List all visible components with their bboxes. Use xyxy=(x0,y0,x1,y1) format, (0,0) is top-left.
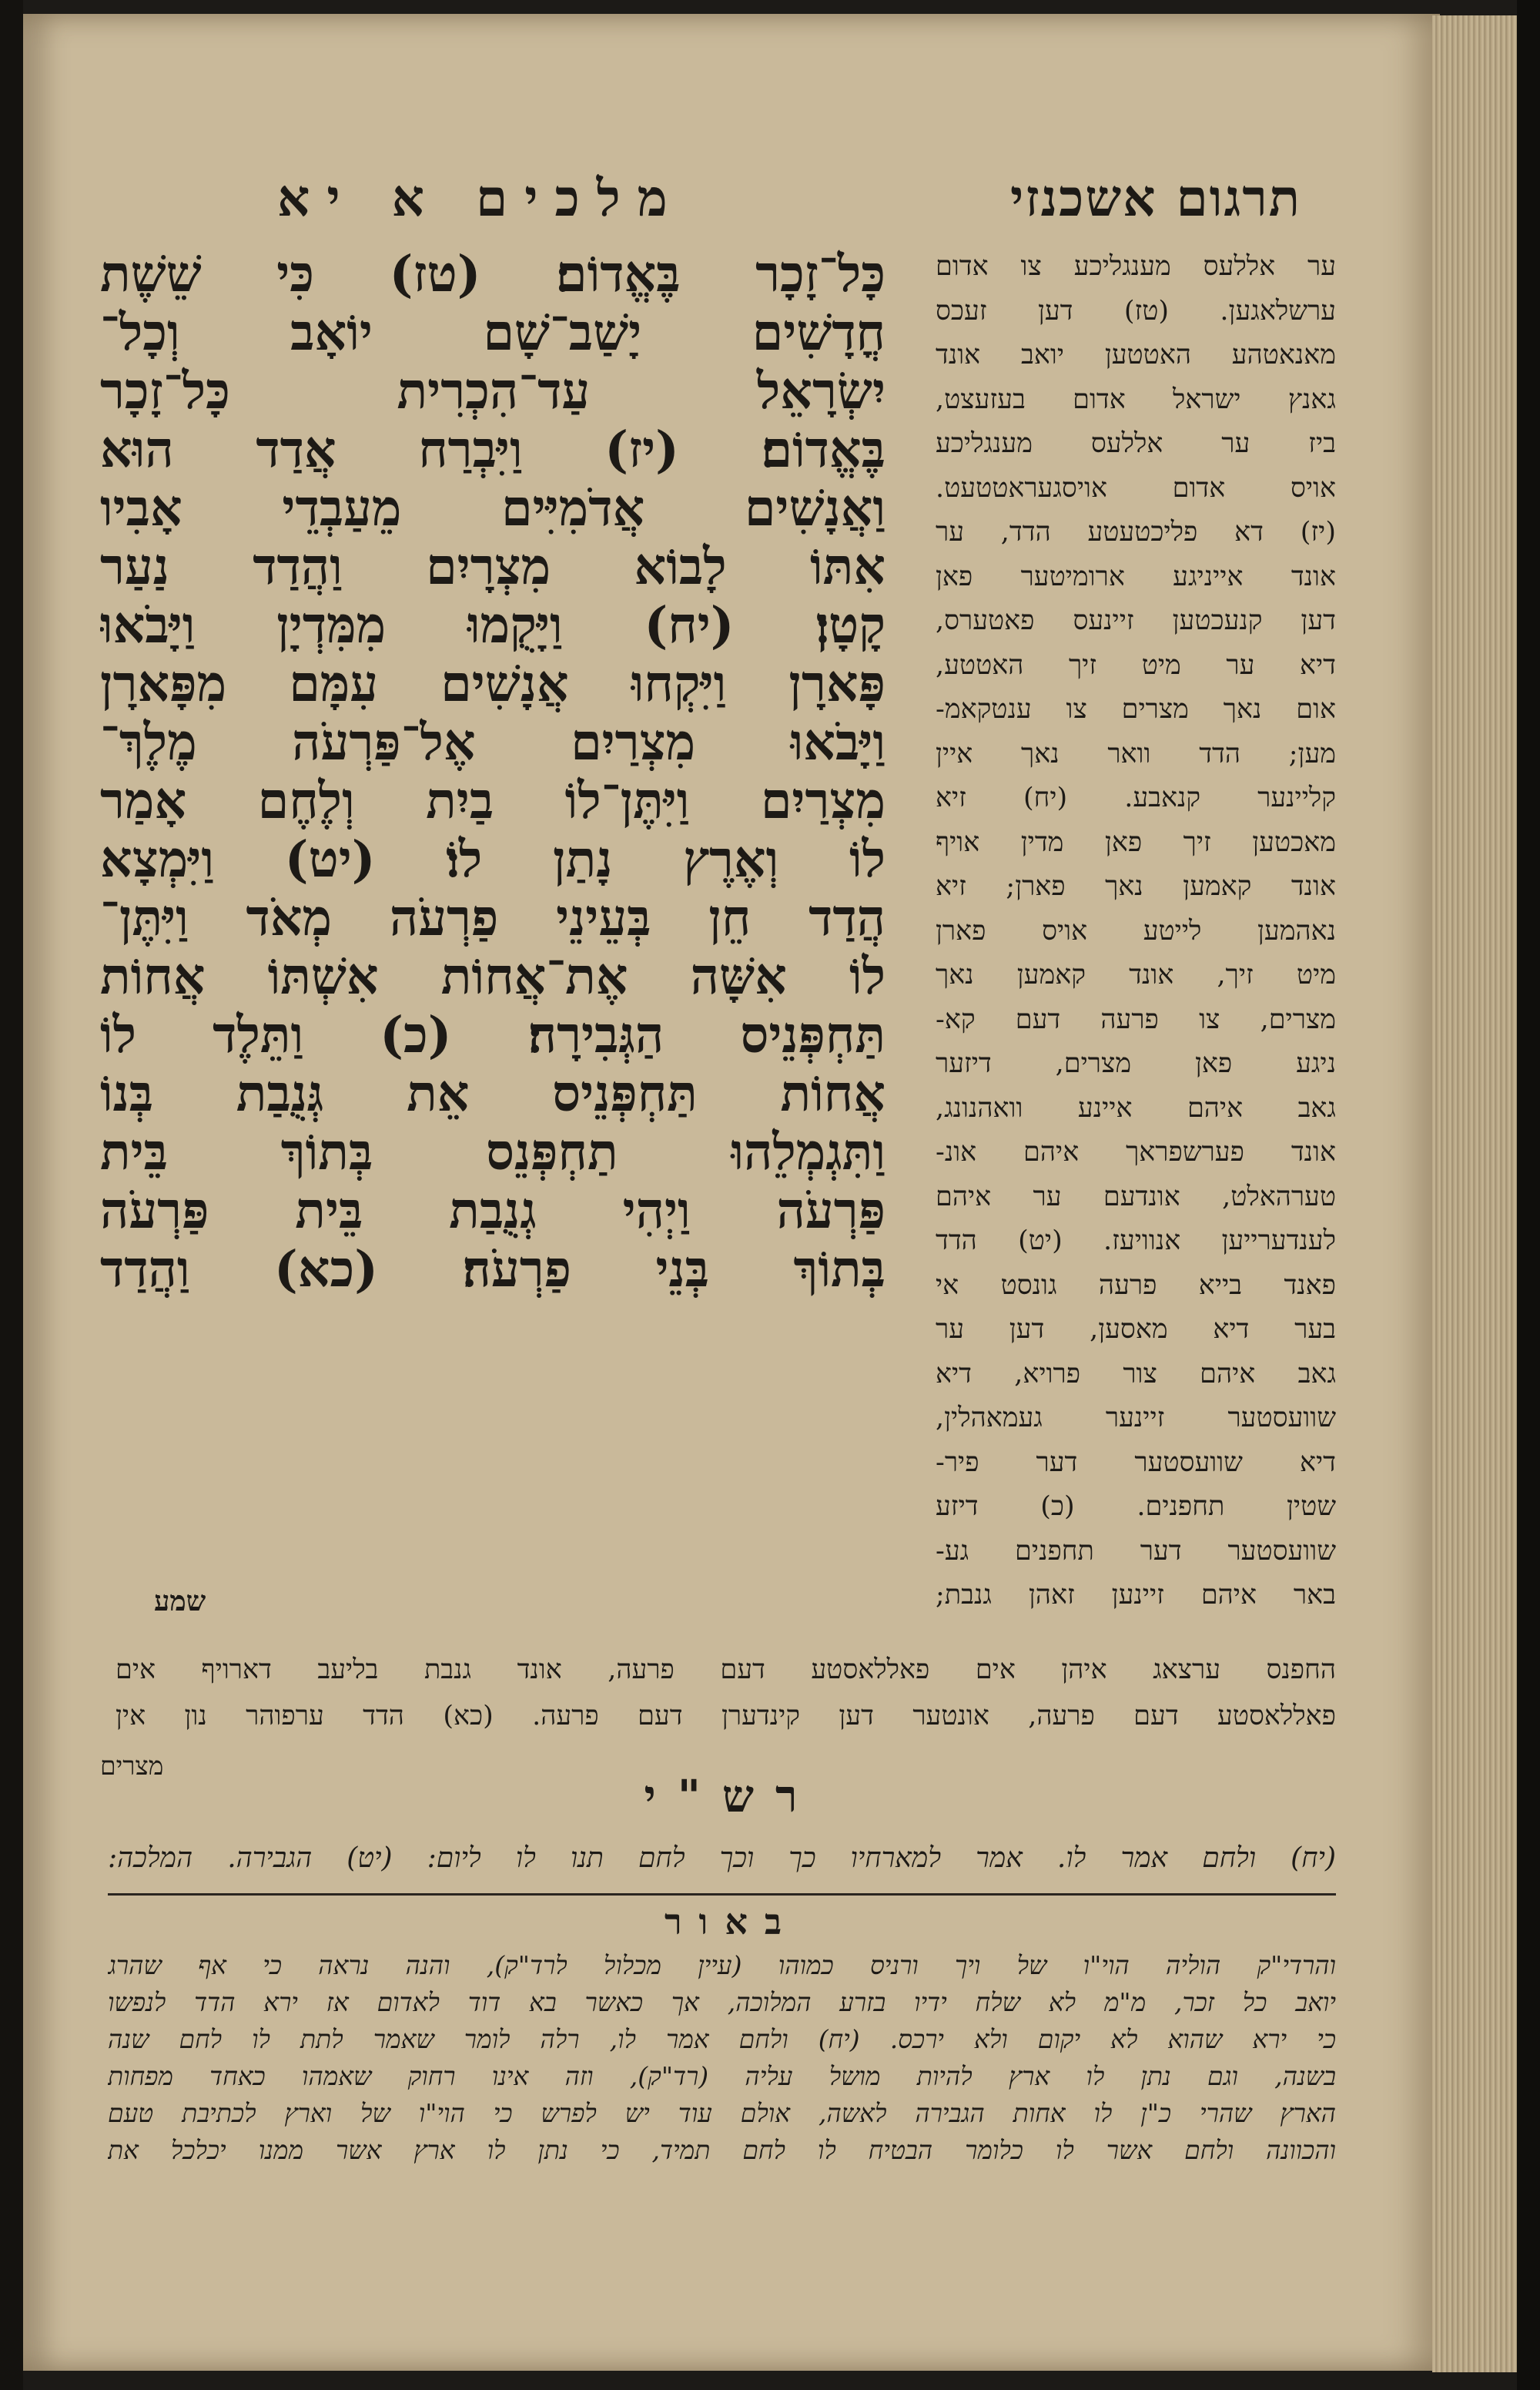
hebrew-line: פָּארָן וַיִּקְחוּ אֲנָשִׁים עִמָּם מִפָּארָן xyxy=(100,655,886,713)
full-width-translation xyxy=(116,1647,1336,1739)
hebrew-line: לוֹ וְאֶרֶץ נָתַן לוֹ׃ (יט) וַיִּמְצָא xyxy=(100,830,886,889)
translation-line: החפנס ערצאג איהן אים פאללאסטע דעם פרעה, אונד גנבת בליעב דארויף אים xyxy=(116,1654,1336,1685)
hebrew-line: תַּחְפְּנֵיס הַגְּבִירָה׃ (כ) וַתֵּלֶד לוֹ xyxy=(100,1006,886,1064)
translation-line: פאללאסטע דעם פרעה, אונטער דען קינדערן דעם פרעה. (כא) הדד ערפוהר נון אין xyxy=(116,1701,1336,1731)
header-book-chapter: מלכים א יא xyxy=(277,168,685,228)
catchword-bottom: מצרים xyxy=(100,1751,164,1781)
translation-line: אויס אדום אויסגעראטטעט. xyxy=(936,472,1336,504)
page-edges xyxy=(1432,15,1517,2372)
biur-line: והרדי"ק הוליה הוי"ו של ויך ורניס כמוהו (עיין מכלול לרד"ק), והנה נראה כי אף שהרג xyxy=(108,1950,1336,1980)
hebrew-line: פַּרְעֹה וַיְהִי גְנֻבַת בֵּית פַּרְעֹה xyxy=(100,1182,886,1240)
hebrew-line: קָטָן׃ (יח) וַיָּקֻמוּ מִמִּדְיָן וַיָּבֹאוּ xyxy=(100,596,886,655)
translation-line: (יז) דא פליכטעטע הדד, ער xyxy=(936,517,1336,548)
translation-line: מען; הדד וואר נאך איין xyxy=(936,738,1336,769)
book-spine-left xyxy=(0,0,23,2390)
biur-line: בשנה, וגם נתן לו ארץ להיות מושל עליה (רד"ק), וזה אינו רחוק שאמהו כאחד מפחות xyxy=(108,2061,1336,2091)
translation-line: ער אללעס מענגליכע צו אדום xyxy=(936,251,1336,282)
translation-line: בער דיא מאסען, דען ער xyxy=(936,1314,1336,1345)
translation-line: מאנאטהע האטטען יואב אונד xyxy=(936,340,1336,370)
catchword-top: שמע xyxy=(154,1585,206,1617)
translation-line: מאכטען זיך פאן מדין אויף xyxy=(936,826,1336,858)
translation-line: פאנד בייא פרעה גונסט אי xyxy=(936,1269,1336,1301)
translation-line: נאהמען לייטע אויס פארן xyxy=(936,915,1336,947)
hebrew-line: וַאֲנָשִׁים אֲדֹמִיִּים מֵעַבְדֵי אָבִיו xyxy=(100,479,886,538)
translation-line: דיא ער מיט זיך האטטע, xyxy=(936,649,1336,681)
hebrew-line: חֳדָשִׁים יָשַׁב־שָׁם יוֹאָב וְכָל־ xyxy=(100,303,886,362)
translation-line: ניגע פאן מצרים, דיזער xyxy=(936,1048,1336,1079)
translation-line: מצרים, צו פרעה דעם קא- xyxy=(936,1004,1336,1035)
book-page xyxy=(23,14,1440,2371)
divider-rule xyxy=(108,1893,1336,1896)
translation-line: שוועסטער זיינער געמאהלין, xyxy=(936,1403,1336,1433)
biur-commentary xyxy=(108,1947,1336,2169)
hebrew-line: וַתִּגְמְלֵהוּ תַחְפְּנֵס בְּתוֹךְ בֵּית xyxy=(100,1123,886,1182)
hebrew-text-column xyxy=(100,245,886,1299)
translation-line: גאב איהם איינע וואהנונג, xyxy=(936,1092,1336,1124)
biur-line: כי ירא שהוא לא יקום ולא ירכס. (יח) ולחם אמר לו, רלה לומר שאמר לתת לו לחם שנה xyxy=(108,2024,1336,2054)
translation-line: טערהאלט, אונדעם ער איהם xyxy=(936,1181,1336,1212)
translation-line: דען קנעכטען זיינעס פאטערס, xyxy=(936,605,1336,636)
translation-line: גאנץ ישראל אדום בעזעצט, xyxy=(936,384,1336,415)
hebrew-line: כָּל־זָכָר בֶּאֱדוֹם׃ (טז) כִּי שֵׁשֶׁת xyxy=(100,245,886,303)
hebrew-line: אֲחוֹת תַּחְפְּנֵיס אֵת גְּנֻבַת בְּנוֹ xyxy=(100,1064,886,1123)
translation-line: אונד אייניגע ארומיטער פאן xyxy=(936,561,1336,592)
hebrew-line: אִתּוֹ לָבוֹא מִצְרָיִם וַהֲדַד נַעַר xyxy=(100,538,886,596)
translation-line: דיא שוועסטער דער פיר- xyxy=(936,1446,1336,1478)
translation-line: מיט זיך, אונד קאמען נאך xyxy=(936,960,1336,991)
translation-line: קליינער קנאבע. (יח) זיא xyxy=(936,783,1336,813)
hebrew-line: וַיָּבֹאוּ מִצְרַיִם אֶל־פַּרְעֹה מֶלֶךְ־ xyxy=(100,713,886,772)
translation-line: ביז ער אללעס מענגליכע xyxy=(936,428,1336,459)
book-cover-edge xyxy=(1517,0,1540,2390)
translation-line: שוועסטער דער תחפנים גע- xyxy=(936,1535,1336,1567)
translation-line: באר איהם זיינען זאהן גנבת; xyxy=(936,1580,1336,1611)
rashi-heading: רש"י xyxy=(644,1770,819,1822)
biur-line: הארץ שהרי כ"ן לו אחות הגבירה לאשה, אולם עוד יש לפרש כי הוי"ו של וארץ לכתיבת טעם xyxy=(108,2098,1336,2128)
hebrew-line: יִשְׂרָאֵל עַד־הִכְרִית כָּל־זָכָר xyxy=(100,362,886,421)
hebrew-line: הֲדַד חֵן בְּעֵינֵי פַרְעֹה מְאֹד וַיִּתֶּן־ xyxy=(100,889,886,947)
translation-line: אונד קאמען נאך פארן; זיא xyxy=(936,871,1336,902)
hebrew-line: בְּתוֹךְ בְּנֵי פַרְעֹה׃ (כא) וַהֲדַד xyxy=(100,1240,886,1299)
biur-line: והכוונה ולחם אשר לו כלומר הבטיח לו לחם תמיד, כי נתן לו ארץ אשר ממנו יכלכל את xyxy=(108,2135,1336,2165)
rashi-commentary: (יח) ולחם אמר לו. אמר למארחיו כך וכך לחם תנו לו ליום: (יט) הגבירה. המלכה: xyxy=(108,1842,1336,1874)
biur-line: יואב כל זכר, מ"מ לא שלח ידיו בזרע המלוכה, אך כאשר בא דוד לאדום אז ירא הדד לנפשו xyxy=(108,1987,1336,2017)
header-targum-ashkenazi: תרגום אשכנזי xyxy=(1009,168,1301,228)
hebrew-line: מִצְרַיִם וַיִּתֶּן־לוֹ בַיִת וְלֶחֶם אָמַר xyxy=(100,772,886,830)
translation-line: ערשלאגען. (טז) דען זעכס xyxy=(936,295,1336,327)
hebrew-line: בֶּאֱדוֹם׃ (יז) וַיִּבְרַח אֲדַד הוּא xyxy=(100,421,886,479)
hebrew-line: לוֹ אִשָּׁה אֶת־אֲחוֹת אִשְׁתּוֹ אֲחוֹת xyxy=(100,947,886,1006)
translation-line: אום נאך מצרים צו ענטקאמ- xyxy=(936,694,1336,725)
translation-column xyxy=(936,245,1336,1631)
biur-heading: באור xyxy=(664,1901,799,1943)
translation-line: אונד פערשפראך איהם אונ- xyxy=(936,1137,1336,1168)
translation-line: גאב איהם צור פרויא, דיא xyxy=(936,1358,1336,1389)
translation-line: שטין תחפנים. (כ) דיזע xyxy=(936,1491,1336,1522)
translation-line: לענדערייען אנוויעז. (יט) הדד xyxy=(936,1225,1336,1256)
